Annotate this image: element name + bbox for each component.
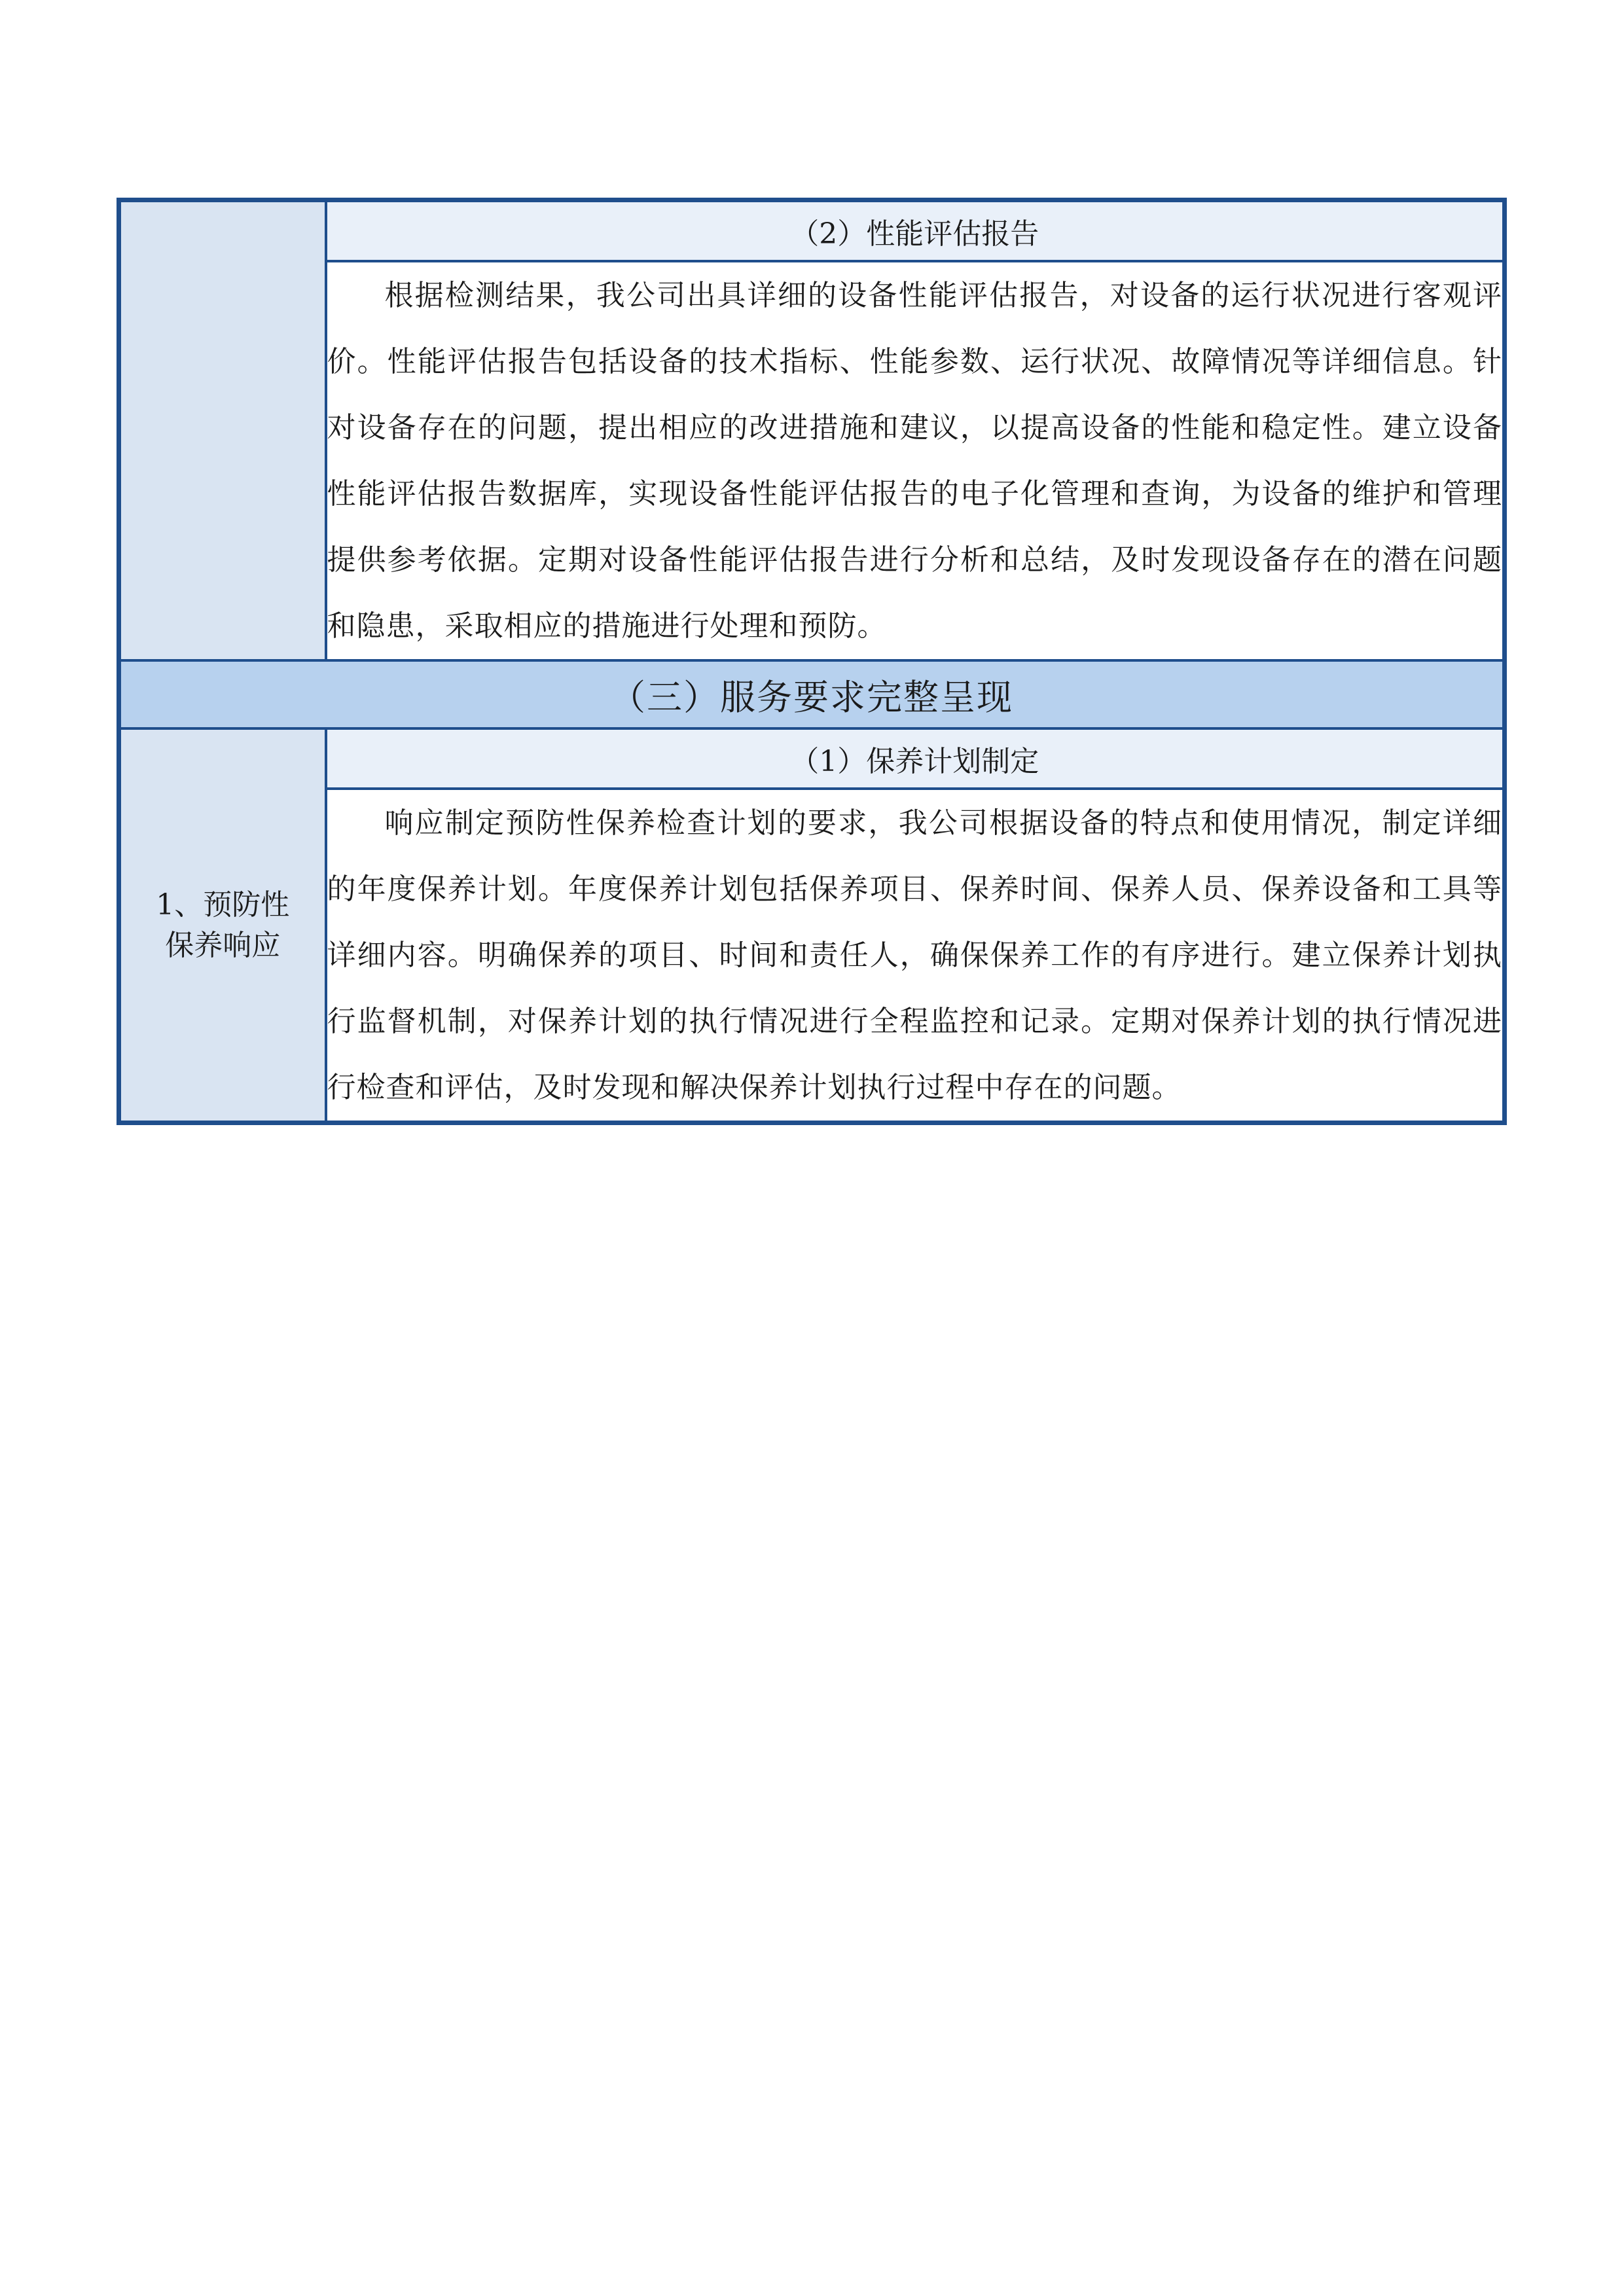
block1-body-text: 根据检测结果，我公司出具详细的设备性能评估报告，对设备的运行状况进行客观评价。性能评估报告包括设备的技术指标、性能参数、运行状况、故障情况等详细信息。针对设备存在的问题，提出相应的改进措施和建议，以提高设备的性能和稳定性。建立设备性能评估报告数据库，实现设备性能评估报告的电子化管理和查询，为设备的维护和管理提供参考依据。定期对设备性能评估报告进行分析和总结，及时发现设备存在的潜在问题和隐患，采取相应的措施进行处理和预防。 (326, 261, 1505, 660)
section-heading-row (119, 660, 1505, 728)
block2-body-text: 响应制定预防性保养检查计划的要求，我公司根据设备的特点和使用情况，制定详细的年度保养计划。年度保养计划包括保养项目、保养时间、保养人员、保养设备和工具等详细内容。明确保养的项目、时间和责任人，确保保养工作的有序进行。建立保养计划执行监督机制，对保养计划的执行情况进行全程监控和记录。定期对保养计划的执行情况进行检查和评估，及时发现和解决保养计划执行过程中存在的问题。 (326, 789, 1505, 1123)
block1-body-row (119, 261, 1505, 660)
block1-left-cell (119, 200, 326, 661)
service-table (117, 198, 1507, 1125)
block2-body-row (119, 789, 1505, 1123)
block1-subheading-row (119, 200, 1505, 262)
block2-subheading-row (119, 728, 1505, 789)
block2-left-cell (119, 728, 326, 1123)
block2-left-label: 1、预防性保养响应 (156, 888, 290, 962)
block1-subheading: （2）性能评估报告 (326, 200, 1505, 262)
block2-subheading: （1）保养计划制定 (326, 728, 1505, 789)
section-heading: （三）服务要求完整呈现 (119, 660, 1505, 728)
